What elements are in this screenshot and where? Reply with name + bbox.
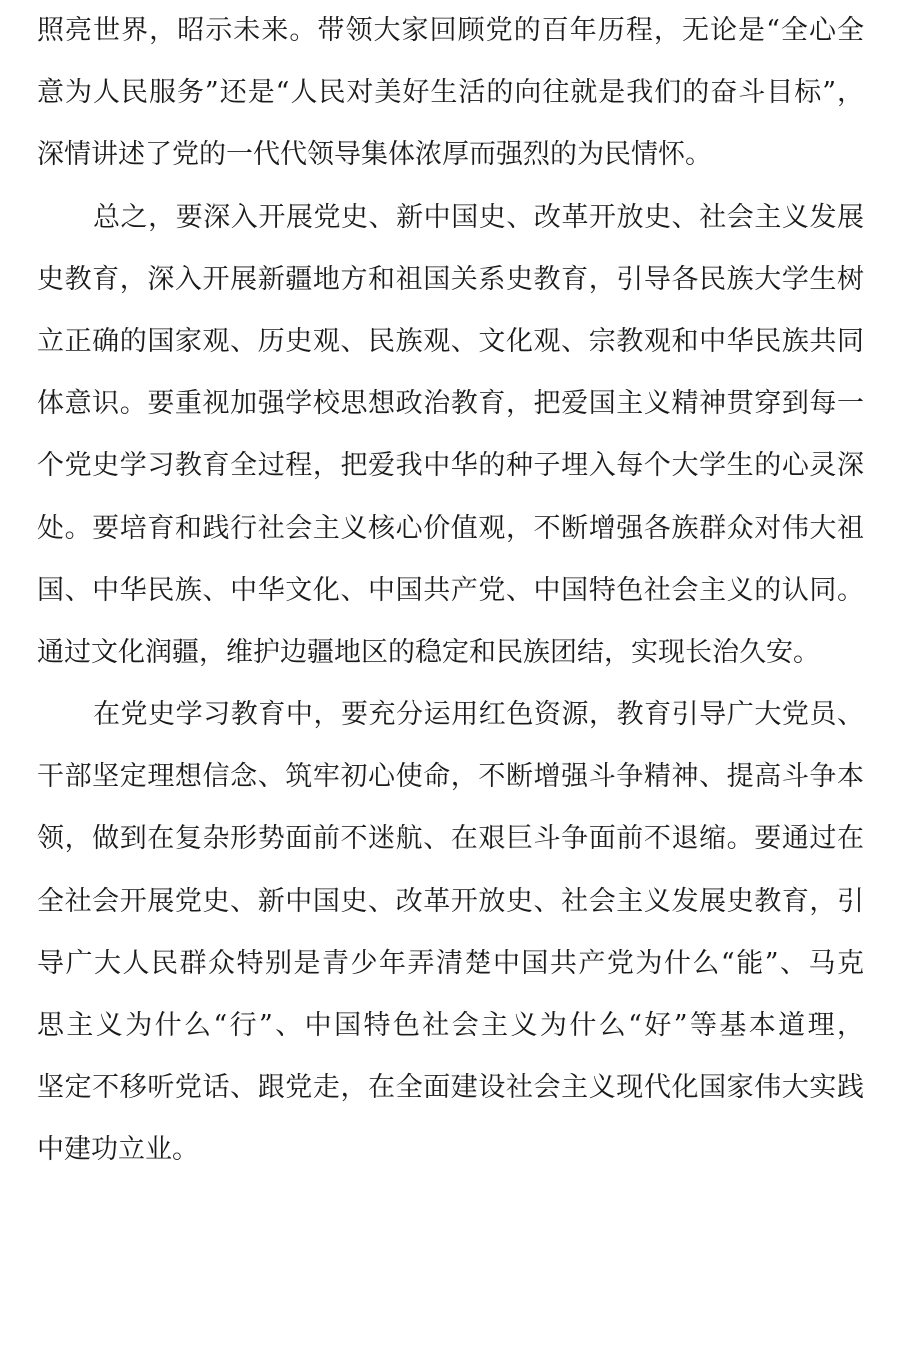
text-line: 体意识。要重视加强学校思想政治教育，把爱国主义精神贯穿到每一	[37, 388, 864, 420]
text-line: 思主义为什么“行”、中国特色社会主义为什么“好”等基本道理，	[37, 1010, 864, 1041]
text-line: 照亮世界，昭示未来。带领大家回顾党的百年历程，无论是“全心全	[37, 15, 864, 46]
text-line: 意为人民服务”还是“人民对美好生活的向往就是我们的奋斗目标”，	[37, 77, 864, 109]
text-line: 领，做到在复杂形势面前不迷航、在艰巨斗争面前不退缩。要通过在	[37, 823, 864, 855]
text-line: 个党史学习教育全过程，把爱我中华的种子埋入每个大学生的心灵深	[37, 450, 864, 482]
text-line: 干部坚定理想信念、筑牢初心使命，不断增强斗争精神、提高斗争本	[37, 761, 864, 793]
document-body	[37, 0, 864, 1182]
text-line: 处。要培育和践行社会主义核心价值观，不断增强各族群众对伟大祖	[37, 512, 864, 544]
text-line: 在党史学习教育中，要充分运用红色资源，教育引导广大党员、	[93, 699, 864, 731]
text-line: 中建功立业。	[37, 1134, 199, 1166]
paragraph-3	[37, 684, 864, 1182]
text-line: 深情讲述了党的一代代领导集体浓厚而强烈的为民情怀。	[37, 139, 712, 171]
text-line: 立正确的国家观、历史观、民族观、文化观、宗教观和中华民族共同	[37, 325, 864, 357]
text-line: 全社会开展党史、新中国史、改革开放史、社会主义发展史教育，引	[37, 885, 864, 917]
text-line: 国、中华民族、中华文化、中国共产党、中国特色社会主义的认同。	[37, 574, 864, 606]
text-line: 通过文化润疆，维护边疆地区的稳定和民族团结，实现长治久安。	[37, 636, 820, 668]
text-line: 导广大人民群众特别是青少年弄清楚中国共产党为什么“能”、马克	[37, 947, 864, 979]
paragraph-2	[37, 187, 864, 685]
text-line: 坚定不移听党话、跟党走，在全面建设社会主义现代化国家伟大实践	[37, 1072, 864, 1104]
paragraph-1	[37, 0, 864, 187]
text-line: 总之，要深入开展党史、新中国史、改革开放史、社会主义发展	[93, 201, 864, 233]
text-line: 史教育，深入开展新疆地方和祖国关系史教育，引导各民族大学生树	[37, 263, 864, 295]
